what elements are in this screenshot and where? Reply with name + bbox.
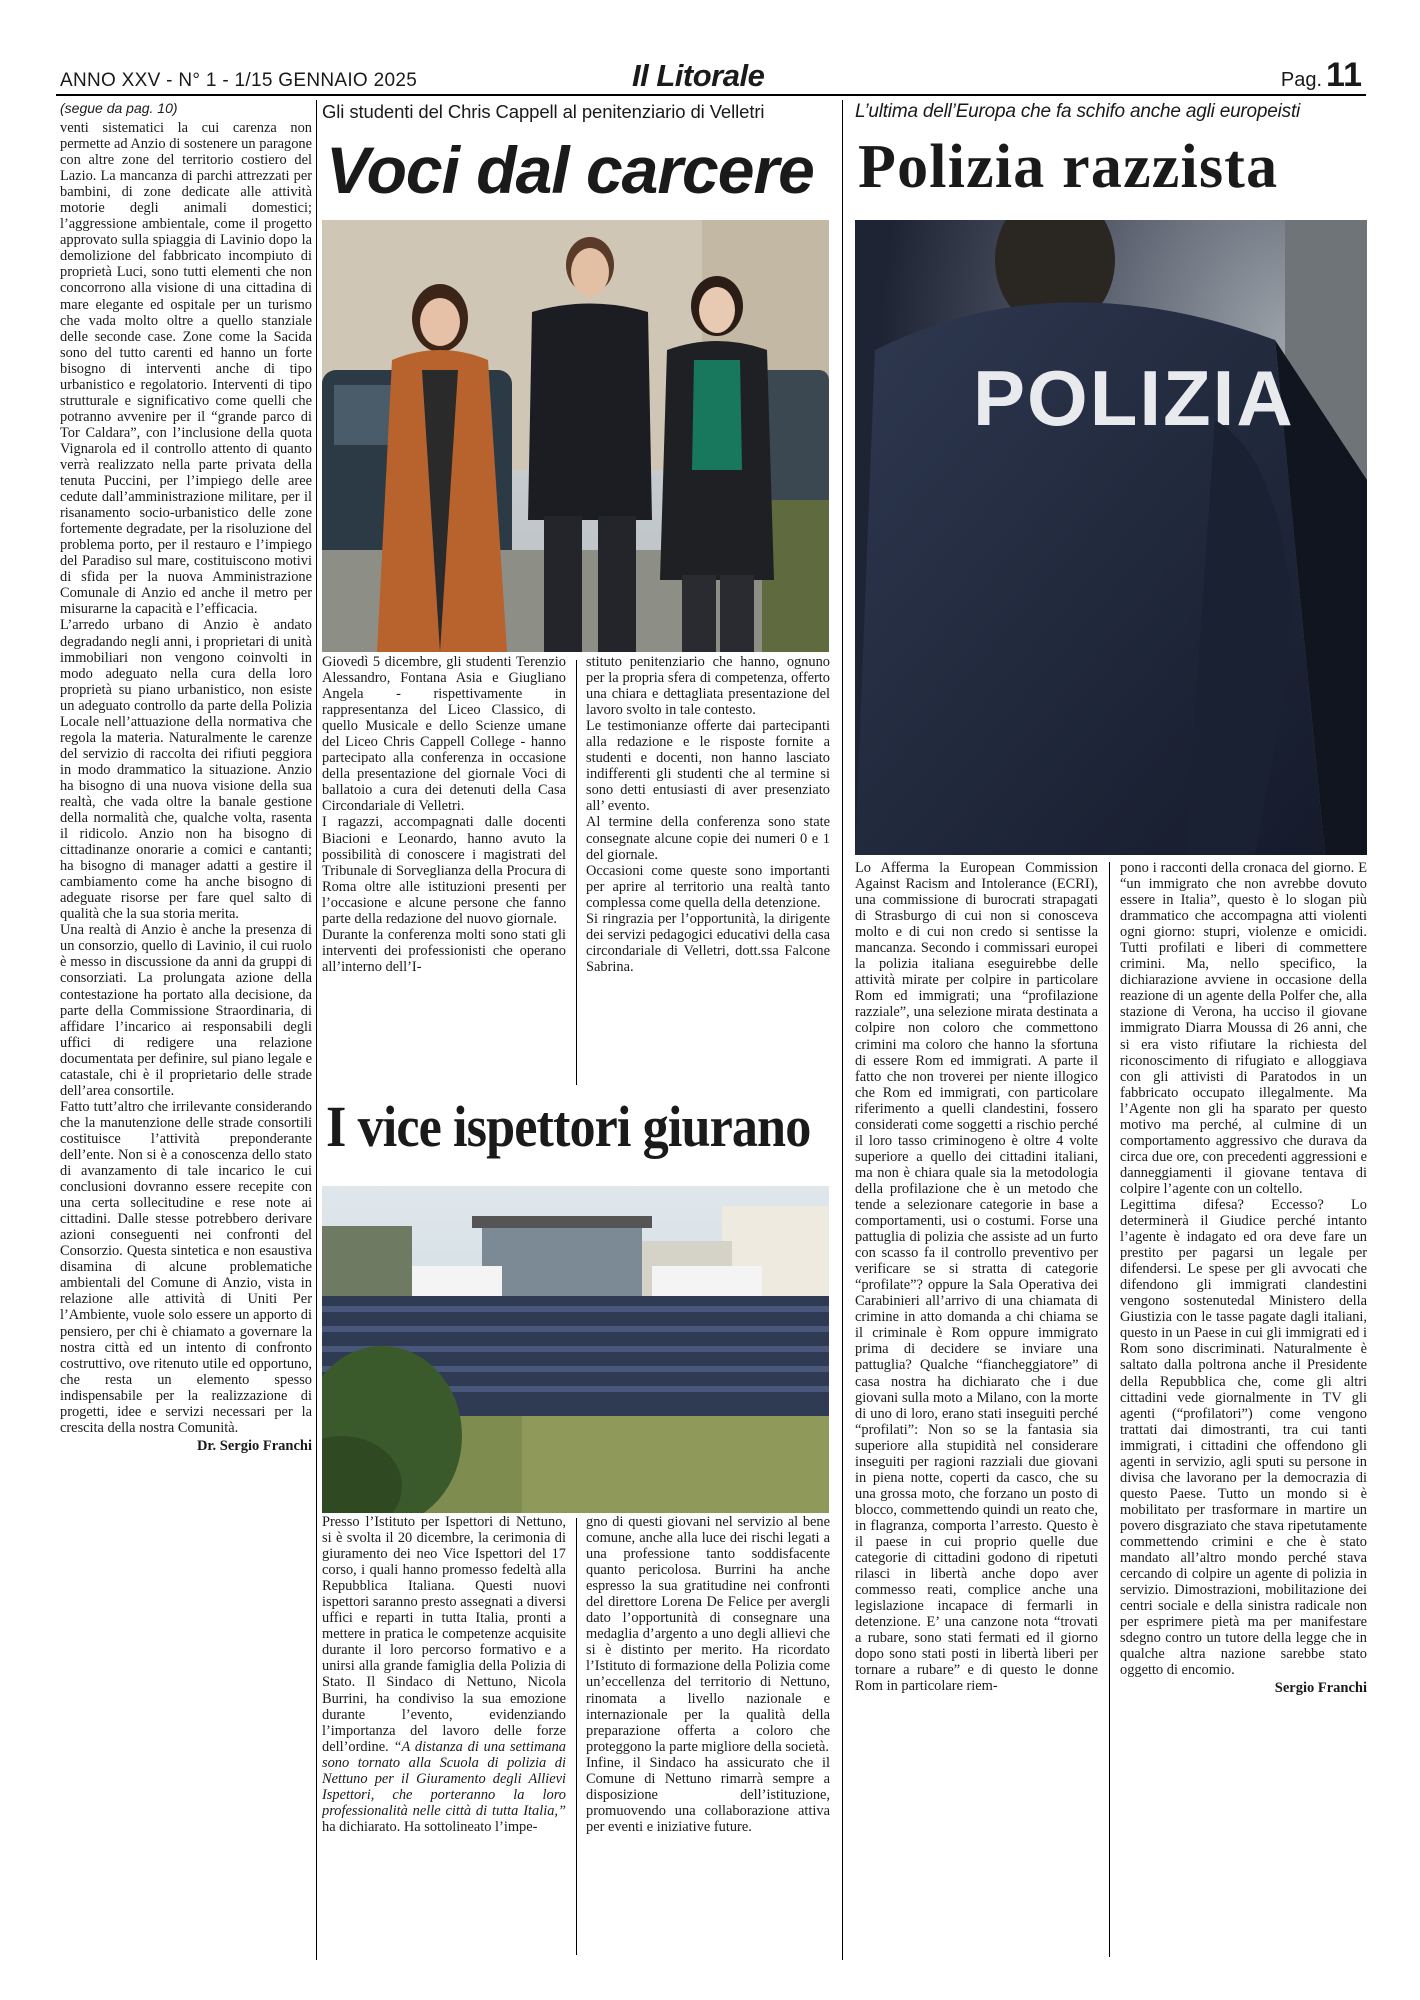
paragraph-text: Presso l’Istituto per Ispettori di Nettuno, si è svolta il 20 dicembre, la cerimonia di giuramento dei neo Vice Ispettori del 17 corso, i quali hanno promesso fedeltà alla Repubblica Italiana. Questi nuovi ispettori saranno presto assegnati a diversi uffici e reparti in tutta Italia, pronti a mettere in pratica le competenze acquisite durante il loro percorso formativo e a unirsi alla grande famiglia della Polizia di Stato. Il Sindaco di Nettuno, Nicola Burrini, ha condiviso la sua emozione durante l’evento, evidenziando l’importanza del lavoro delle forze dell’ordine. — [322, 1514, 566, 1755]
column-divider — [842, 100, 843, 1960]
page-number: 11 — [1326, 56, 1362, 94]
paragraph — [322, 1514, 566, 1835]
paragraph: I ragazzi, accompagnati dalle docenti Biacioni e Leonardo, hanno avuto la possibilità di conoscere i magistrati del Tribunale di Sorveglianza della Procura di Roma oltre alle istituzioni presenti per l’occasione e alcune persone che fanno parte della redazione del nuovo giornale. — [322, 814, 566, 927]
article-title: Polizia razzista — [858, 133, 1279, 201]
column-divider — [316, 100, 317, 1960]
article-kicker: L’ultima dell’Europa che fa schifo anche agli europeisti — [855, 101, 1301, 122]
paragraph: Infine, il Sindaco ha assicurato che il Comune di Nettuno rimarrà sempre a disposizione dell’istituzione, promuovendo una collaborazione attiva per eventi e iniziative future. — [586, 1754, 830, 1835]
paragraph: Al termine della conferenza sono state consegnate alcune copie dei numeri 0 e 1 del giornale. — [586, 814, 830, 863]
paragraph: Legittima difesa? Eccesso? Lo determinerà il Giudice perché intanto l’agente è indagato ed ora deve fare un prestito per pagarsi un legale per difendersi. Le spese per gli avvocati che difendono gli immigrati clandestini vengono sostenutedal Ministero della Giustizia con le tasse pagate dagli italiani, questo in un Paese in cui gli immigrati ed i Rom sono discriminati. Naturalmente è saltato dalla poltrona anche il Presidente della Repubblica che, come gli altri cittadini vede giornalmente in TV gli agenti (“profilatori”) come vengono trattati dai dimostranti, tra cui tanti immigrati, i cittadini che offendono gli agenti in servizio, agli sputi su persone in divisa che lavorano per la democrazia di questo Paese. Tutto un mondo si è mobilitato per trasformare in martire un povero disgraziato che stava ripetutamente commettendo crimini e che è stato mandato all’altro mondo perché stava cercando di colpire un agente di polizia in servizio. Dimostrazioni, mobilitazione dei centri sociale e della sinistra radicale non per esprimere pietà ma per manifestare sdegno contro un tutore della legge che in qualche altra nazione sarebbe stato oggetto di encomio. — [1120, 1196, 1367, 1679]
issue-info: ANNO XXV - N° 1 - 1/15 GENNAIO 2025 — [60, 70, 418, 91]
continued-from: (segue da pag. 10) — [60, 100, 178, 116]
paragraph: pono i racconti della cronaca del giorno. E “un immigrato che non avrebbe dovuto essere in Italia”, questo è lo slogan più drammatico che accompagna atti violenti ogni giorno: stupri, violenze e omicidi. Tutti profilati e liberi di commettere crimini. Ma, nello specifico, la dichiarazione avviene in occasione della reazione di un agente della Polfer che, alla stazione di Verona, ha ucciso il giovane immigrato Diarra Moussa di 26 anni, che si era visto rifiutare la richiesta del riconoscimento di rifugiato e alloggiava con gli attivisti di Paratodos in un fabbricato occupato illegalmente. Ma l’Agente non gli ha sparato per questo motivo ma perché, al culmine di un comportamento aggressivo che durava da circa due ore, con precedenti aggressioni e danneggiamenti il giovane tentava di colpire l’agente con un coltello. — [1120, 860, 1367, 1197]
paragraph: Fatto tutt’altro che irrilevante considerando che la manutenzione delle strade consortili costituisce l’attività preponderante dell’ente. Non si è a conoscenza dello stato di avanzamento di tale incarico le cui conclusioni dovranno essere recepite con una certa sollecitudine e rese note ai cittadini. Dalle stesse potrebbero derivare azioni conseguenti nei confronti del Consorzio. Questa sintetica e non esaustiva disamina di alcune problematiche ambientali del Comune di Anzio, vista in relazione alle attività di Uniti Per l’Ambiente, vuole solo essere un apporto di pensiero, per chi è chiamato a governare la nostra città ed un intento di confronto costruttivo, ove ritenuto utile ed opportuno, che resta un elemento spesso indispensabile per la realizzazione di progetti, idee e servizi necessari per la crescita della nostra Comunità. — [60, 1098, 312, 1436]
article-ispettori-col1 — [322, 1514, 566, 1954]
article-carcere-col1 — [322, 654, 566, 1054]
article-carcere-col2 — [586, 654, 830, 1094]
page-label: Pag. — [1280, 69, 1323, 91]
paragraph: L’arredo urbano di Anzio è andato degradando negli anni, i proprietari di unità immobiliari non vengono coinvolti in modo adeguato nella cura della loro proprietà su piano urbanistico, non esiste un adeguato controllo da parte della Polizia Locale nell’attuazione della normativa che regola la materia. Naturalmente le carenze del servizio di raccolta dei rifiuti peggiora in modo drammatico la situazione. Anzio ha bisogno di una nuova visione della sua realtà, che vada oltre la banale gestione della normalità che, qualche volta, rasenta il ridicolo. Anzio non ha bisogno di cittadinanze onorarie a comici e cantanti; ha bisogno di manager adatti a gestire il cambiamento come ha anche bisogno di adeguate risorse per fare quel salto di qualità che la sua storia merita. — [60, 617, 312, 923]
paragraph: Occasioni come queste sono importanti per aprire al territorio una realtà tanto complessa come quella della detenzione. — [586, 862, 830, 911]
police-photo — [855, 220, 1367, 855]
article-polizia-col1 — [855, 860, 1098, 1955]
column-divider — [576, 660, 577, 1085]
ceremony-photo — [322, 1186, 829, 1513]
masthead: Il Litorale — [632, 58, 765, 93]
article-title: I vice ispettori giurano — [326, 1094, 811, 1159]
paragraph: gno di questi giovani nel servizio al bene comune, anche alla luce dei rischi legati a una professione tanto soddisfacente quanto pericolosa. Burrini ha anche espresso la sua gratitudine nei confronti del direttore Lorena De Felice per avergli dato l’opportunità di consegnare una medaglia d’argento a uno degli allievi che si è distinto per merito. Ha ricordato l’Istituto di formazione della Polizia come un’eccellenza del territorio di Nettuno, rinomata a livello nazionale e internazionale per la qualità della preparazione offerta a coloro che proteggono la parte migliore della società. — [586, 1514, 830, 1755]
paragraph: Giovedì 5 dicembre, gli studenti Terenzio Alessandro, Fontana Asia e Giugliano Angela - rispettivamente in rappresentanza del Liceo Classico, di quello Musicale e dello Scienze umane del Liceo Chris Cappell College - hanno partecipato alla conferenza in occasione della presentazione del giornale Voci di ballatoio a cura dei detenuti della Casa Circondariale di Velletri. — [322, 654, 566, 815]
students-photo — [322, 220, 829, 652]
column-divider — [576, 1518, 577, 1955]
paragraph: Durante la conferenza molti sono stati gli interventi dei professionisti che operano all’interno dell’I- — [322, 926, 566, 975]
signature: Dr. Sergio Franchi — [196, 1437, 312, 1454]
article-kicker: Gli studenti del Chris Cappell al penitenziario di Velletri — [322, 101, 765, 122]
paragraph-tail: ha dichiarato. Ha sottolineato l’impe- — [322, 1818, 538, 1835]
article-polizia-col2 — [1120, 860, 1367, 1955]
mayor-quote: “A distanza di una settimana sono tornato alla Scuola di polizia di Nettuno per il Giuramento degli Allievi Ispettori, che porteranno la loro professionalità nelle città di tutta Italia,” — [322, 1738, 566, 1819]
signature: Sergio Franchi — [1274, 1680, 1367, 1697]
header-rule — [56, 94, 1366, 96]
paragraph: Si ringrazia per l’opportunità, la dirigente dei servizi pedagogici educativi della casa circondariale di Velletri, dott.ssa Falcone Sabrina. — [586, 910, 830, 975]
column-divider — [1109, 862, 1110, 1957]
paragraph: stituto penitenziario che hanno, ognuno per la propria sfera di competenza, offerto una chiara e dettagliata presentazione del lavoro svolto in tale contesto. — [586, 654, 830, 719]
paragraph: venti sistematici la cui carenza non permette ad Anzio di sostenere un paragone con altre zone del territorio costiero del Lazio. La mancanza di parchi attrezzati per bambini, di zone dedicate alle attività motorie degli animali domestici; l’aggressione ambientale, come il progetto approvato sulla spiaggia di Lavinio dopo la demolizione del fabbricato incompiuto di proprietà Luci, sono tutti elementi che non concorrono alla visione di una cittadina di mare elegante ed ospitale per un turismo che vada molto oltre a quello stanziale delle seconde case. Zone come la Sacida sono del tutto carenti ed hanno un forte bisogno di interventi anche di tipo urbanistico e regolatorio. Interventi di tipo strutturale e significativo come quelli che potranno avvenire per il “grande parco di Tor Caldara”, con l’inclusione della quota Vignarola ed il controllo attento di quanto verrà realizzato nella parte privata della tenuta Puccini, per l’impiego delle aree cedute dall’amministrazione militare, per il risanamento socio-urbanistico delle zone fortemente degradate, per la risoluzione del problema porto, per il restauro e l’impiego del Paradiso sul mare, costituiscono motivi di sfida per la nuova Amministrazione Comunale di Anzio ed anche il metro per misurarne la capacità e l’efficacia. — [60, 120, 312, 618]
left-article-body — [60, 120, 312, 1436]
paragraph: Le testimonianze offerte dai partecipanti alla redazione e le risposte fornite a studenti e docenti, non hanno lasciato indifferenti gli studenti che al termine si sono detti entusiasti di aver presenziato all’ evento. — [586, 718, 830, 815]
page-indicator — [1281, 56, 1362, 95]
paragraph: Una realtà di Anzio è anche la presenza di un consorzio, quello di Lavinio, il cui ruolo è messo in discussione da anni da gruppi di consorziati. La prolungata azione della contestazione ha portato alla decisione, da parte della Commissione Straordinaria, di affidare l’incarico ai responsabili degli uffici di redigere una relazione documentata per definire, sul piano legale e catastale, chi è il proprietario delle strade dell’area consortile. — [60, 922, 312, 1099]
left-article — [60, 100, 312, 1965]
polizia-lettering: POLIZIA — [973, 354, 1295, 442]
article-ispettori-col2 — [586, 1514, 830, 1954]
article-title: Voci dal carcere — [326, 133, 814, 207]
paragraph: Lo Afferma la European Commission Against Racism and Intolerance (ECRI), una commissione di burocrati strapagati di Strasburgo di cui non si conosceva molto e di cui non credo si sentisse la mancanza. Secondo i commissari europei la polizia italiana eseguirebbe delle attività mirate per colpire in particolare Rom ed immigrati; una “profilazione razziale”, una selezione mirata destinata a colpire non coloro che commettono crimini ma coloro che hanno la sfortuna di essere Rom ed immigrati. A parte il fatto che non troverei per niente illogico che Rom ed immigrati, con particolare riferimento a quelli clandestini, fossero considerati come soggetti a rischio perché il loro tasso criminogeno è oltre 4 volte superiore a quello dei cittadini italiani, ma non è chiara quale sia la metodologia della profilazione che è un metodo che tende a selezionare categorie in base a comportamenti, usi o costumi. Forse una pattuglia di polizia che assiste ad un furto con scasso fa il controllo preventivo per verificare se si stratta di categorie “profilate”? oppure la Sala Operativa dei Carabinieri all’arrivo di una chiamata di crimine in atto domanda a chi chiama se il criminale è Rom oppure immigrato prima di decidere se inviare una pattuglia? Qualche “fiancheggiatore” di casa nostra ha dichiarato che i due giovani sulla moto a Milano, con la morte di uno di loro, erano stati inseguiti perché “profilati”: Non so se la fantasia sia superiore alla stupidità nel considerare inseguiti per ragioni razziali due giovani in piena notte, coperti da casco, che su una grossa moto, che forzano un posto di blocco, commettendo quindi un reato che, in flagranza, comporta l’arresto. Questo è il paese in cui proprio quelle due categorie di cittadini godono di ripetuti rilasci in libertà anche dopo aver commesso reati, complice anche una legislazione incapace di fermarli in detenzione. E’ una canzone nota “trovati a rubare, sono stati fermati ed il giorno dopo sono stati posti in libertà liberi per tornare a rubare” e di questo le donne Rom in particolare riem- — [855, 860, 1098, 1695]
